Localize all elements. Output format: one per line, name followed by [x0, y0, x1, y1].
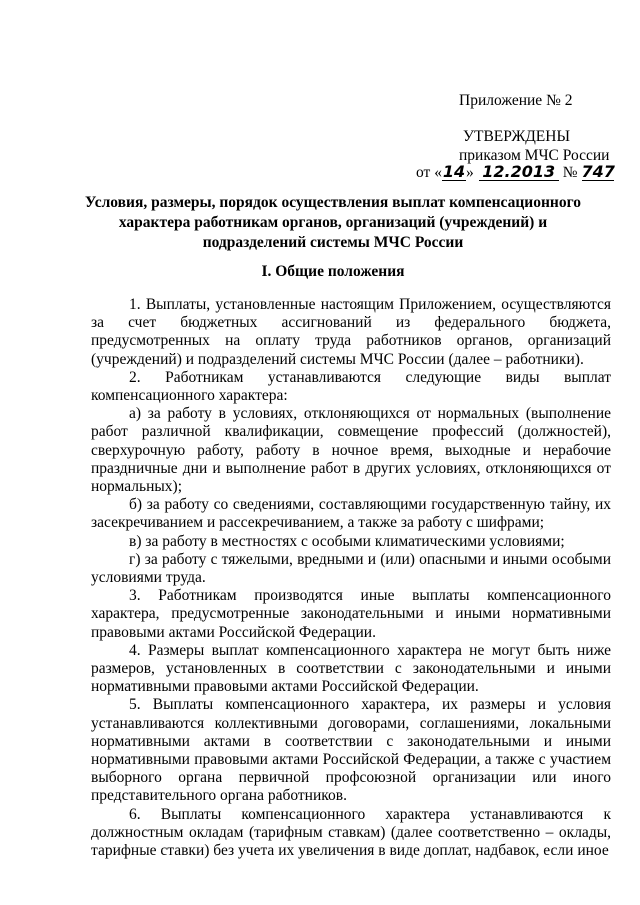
date-prefix: от « [416, 164, 442, 181]
order-reference: приказом МЧС России [459, 147, 610, 164]
number-sign: № [562, 164, 578, 181]
paragraph: 5. Выплаты компенсационного характера, их размеры и условия устанавливаются коллективными договорами, соглашениями, локальными нормативными актами в соответствии с законодательными и иными нормативными правовыми актами Российской Федерации, а также с участием выборного органа первичной профсоюзной организации или иного представительного органа работников. [91, 696, 611, 805]
paragraph: в) за работу в местностях с особыми климатическими условиями; [129, 532, 565, 550]
paragraph: г) за работу с тяжелыми, вредными и (или) опасными и иными особыми условиями труда. [91, 550, 611, 587]
paragraph: 1. Выплаты, установленные настоящим Приложением, осуществляются за счет бюджетных ассигнований из федерального бюджета, предусмотренных на оплату труда работников органов, организаций (учреждений) и подразделений системы МЧС России (далее – работники). [91, 296, 611, 368]
paragraph: б) за работу со сведениями, составляющими государственную тайну, их засекречиванием и рассекречиванием, а также за работу с шифрами; [91, 496, 611, 532]
approved-label: УТВЕРЖДЕНЫ [463, 128, 570, 145]
document-title: Условия, размеры, порядок осуществления выплат компенсационного характера работникам органов, организаций (учреждений) и подразделений системы МЧС России [85, 194, 581, 251]
paragraph: а) за работу в условиях, отклоняющихся от нормальных (выполнение работ различной квалификации, совмещение профессий (должностей), сверхурочную работу, работу в ночное время, выходные и нерабочие праздничные дни и выполнение работ в других условиях, отклоняющихся от нормальных); [91, 405, 611, 496]
date-month-year-handwritten: 12.2013 [479, 163, 559, 181]
paragraph: 6. Выплаты компенсационного характера устанавливаются к должностным окладам (тарифным ставкам) (далее соответственно – оклады, тарифные ставки) без учета их увеличения в виде доплат, надбавок, если иное [91, 805, 611, 860]
order-date-line [416, 163, 614, 182]
paragraph: 2. Работникам устанавливаются следующие виды выплат компенсационного характера: [91, 368, 611, 405]
section-title: I. Общие положения [261, 263, 405, 280]
paragraph: 3. Работникам производятся иные выплаты компенсационного характера, предусмотренные законодательными и иными нормативными правовыми актами Российской Федерации. [91, 587, 611, 641]
date-close-quote: » [465, 164, 474, 181]
date-day-handwritten: 14 [442, 162, 466, 181]
paragraph: 4. Размеры выплат компенсационного характера не могут быть ниже размеров, установленных в соответствии с законодательными и иными нормативными правовыми актами Российской Федерации. [91, 641, 611, 696]
appendix-label: Приложение № 2 [459, 92, 573, 109]
document-body [91, 296, 611, 860]
order-number-handwritten: 747 [581, 162, 615, 181]
